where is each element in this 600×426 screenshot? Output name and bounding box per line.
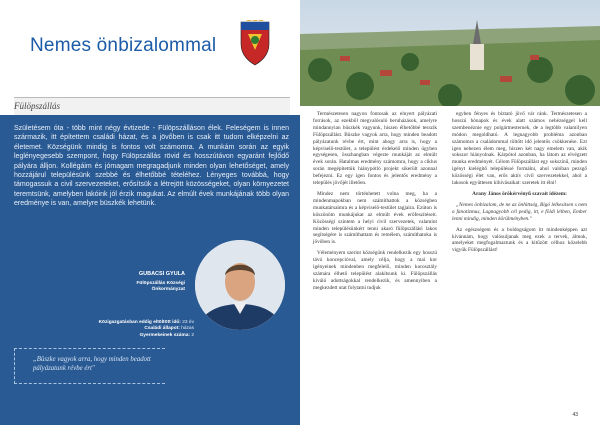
portrait-photo [195,240,285,330]
citation-intro: Arany János örökérvényű szavait idézem: [472,190,567,197]
intro-text: Születésem óta - több mint négy évtizede - Fülöpszálláson élek. Feleségem is innen származik, itt építettem családi házat, és a jövőben is csak itt tudom elképzelni az életemet. Községünk mindig is fontos volt számomra. A munkám során az egyik leglényegesebb szempont, hogy Fülöpszállás rövid és hosszútávon egyaránt fejlődő pályára álljon. Kollégáim és jómagam megragadjunk minden olyan lehetőséget, amely hozzájárul településünk szebbé és élhetőbbé tételéhez. Lényeges továbbá, hogy támogassuk a civil szervezeteket, erősítsük a létrejött közösségeket, olyan környezetet teremtsünk, amelyben lakóink jól érzik magukat. Az elmúlt évek munkájának több olyan eredménye is van, amelyre büszkék lehetünk. [14,125,289,208]
section-label: Fülöpszállás [14,97,290,116]
intro-panel [0,115,300,425]
meta-value: 2 [191,332,194,338]
meta-key: Közigazgatásban eddig eltöltött idő: [98,320,181,325]
person-name: GUBACSI GYULA [138,271,185,277]
paragraph: Véleményem szerint községünk rendelkezik egy hosszú távú koncepcióval, amely célja, hogy a mai kor igényeinek mindenben megfelelő, minden korosztály számára élhető települést alakítsunk ki. Fülöpszállás kiváló adottságokkal rendelkezik, és amennyiben a megkezdett utat folytatni tudjuk [313,250,437,291]
paragraph: Természetesen nagyon fontosak az elnyert pályázati források, az ezekből megvalósuló beruházások, amelyre mindannyian büszkék vagyunk, hiszen élhetőbbé tesszik Fülöpszállást. Büszke vagyok arra, hogy minden beadott pályázatunk révbe ért, mint ahogy arra is, hogy a képviselő-testület, a települést érdekelő minden ügyben egységesen, összhangban végezte munkáját az elmúlt évek során. Hatalmas eredmény számomra, hogy a ciklus során megépítettük hiánypótló projekt sikerült azonnal befejezni. Ez egy igen fontos és jelentős eredmény a település jövőjét illetően. [313,111,437,187]
aerial-village-photo [300,0,600,106]
meta-key: Gyermekeinek száma: [139,332,190,338]
paragraph: egyben fényes és biztató jövő vár ránk. Természetesen a hosszú hónapok és évek alatt számos nehézséggel kell szembenéznie egy polgármesternek, de a legtöbb valamilyen módon megoldható. A legnagyobb probléma azonban számomra a családommal töltött idő jelentős csökkenése. Ezt igen nehezen élem meg, hiszen két nagy emelem van, akik sokszor hiányolnak. Kárpótol azonban, ha látom az elvégzett munka eredményét. Célom Fülöpszállást egy sokszínű, minden igényt kielégítő településsé formálni, ahol valóban pezsgő közösségi élet van, erős aktív civil szervezetekkel, ahol a lakosok együttesen kihívásaikat: szeretek itt élni! [452,111,587,187]
poem-quote: „Nemes önbizalom, de ne az önhittség, Bígó lelkesítsen s nem a fanatizmus, Lagnagyobb cél pedig, itt, e földi létben, Ember lenni mindig, minden körülményben." [452,201,587,222]
quote-box [14,348,165,384]
meta-value: házas [181,326,194,332]
pull-quote: „Büszke vagyok arra, hogy minden beadott pályázatunk révbe ért" [33,356,151,372]
person-meta [14,320,194,339]
article-column-2 [452,111,587,258]
paragraph: Az egészségem és a boldogságom itt mindenképpen azt kívánnám, hogy valósuljanak meg ezek a tervek, álmok, amelyeket megfogalmaztunk és a kitűzött célhoz közelebb vigyük Fülöpszállást! [452,226,587,254]
page-number: 43 [572,412,578,418]
coat-of-arms-icon [238,20,272,66]
right-page [300,0,600,426]
page-title: Nemes önbizalommal [30,35,217,56]
meta-row [14,333,194,339]
article-column-1 [313,111,437,296]
person-role: Fülöpszállás Községi Önkormányzat [136,281,185,292]
meta-key: Családi állapot: [144,326,180,332]
meta-value: 23 év [182,320,194,325]
paragraph: Mindez nem történhetett volna meg, ha a mindenmapokban nem számíthattok a községben munkatársaimra és a képviselő-testület tagjaira. Ezúton is köszönöm munkájukat az elmúlt évek erőfeszítéseit. Közösségi szintem a helyi civil szervezetek, valamint minden településünkért tenni akaró fülöpszállási lakos segítségére is számíthattam és remélem, számíthatoka is jövőben is. [313,190,437,246]
